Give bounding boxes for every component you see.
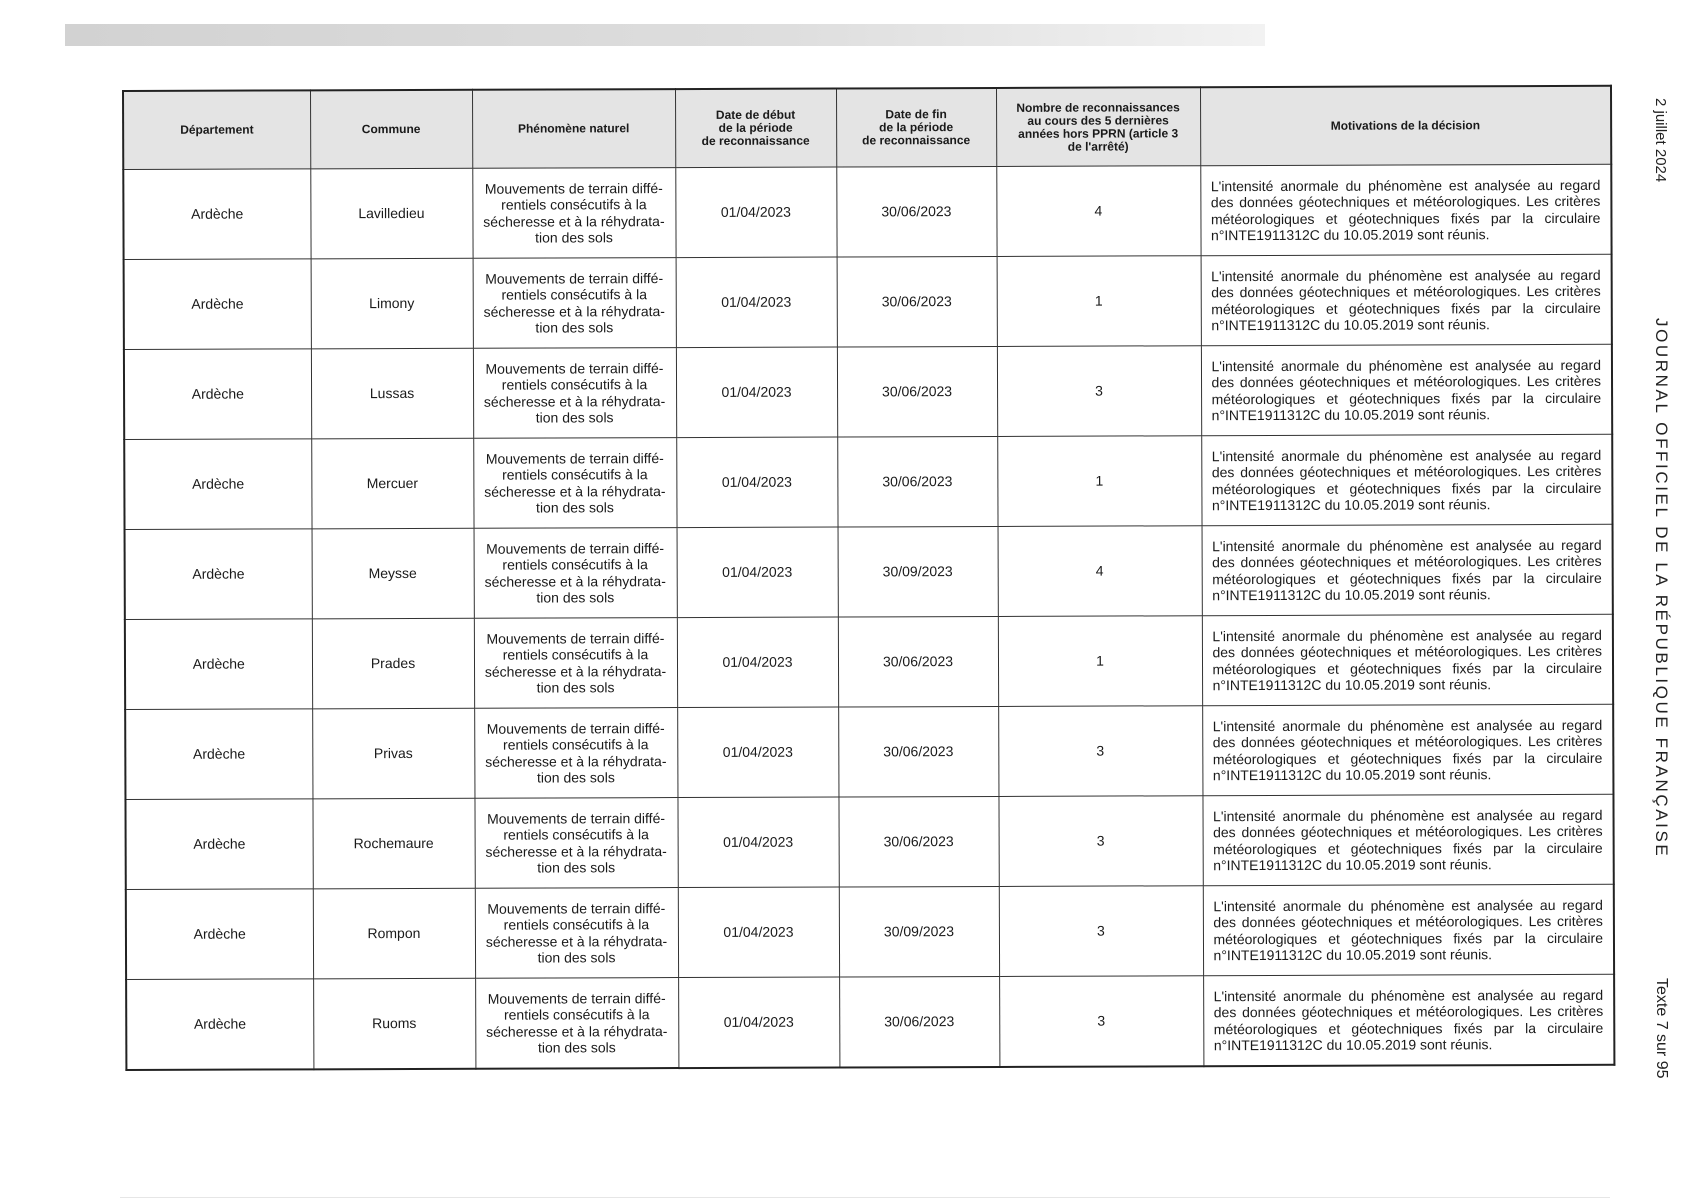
phenomene-line: rentiels consécutifs à la (502, 646, 649, 663)
cell-motivation (1203, 974, 1614, 1066)
cell-date-fin: 30/06/2023 (838, 706, 998, 797)
header-date-fin-line: Date de fin (885, 107, 947, 122)
scan-bottom-edge (120, 1197, 1610, 1198)
table-row (126, 974, 1614, 1070)
cell-commune: Mercuer (311, 438, 473, 529)
cell-date-debut: 01/04/2023 (678, 887, 839, 978)
motivation-line: météorologiques et géotechniques fixés par la circulaire (1211, 299, 1601, 317)
cell-date-fin: 30/06/2023 (837, 346, 997, 437)
motivation-line: L'intensité anormale du phénomène est analysée au regard des (1210, 176, 1601, 211)
phenomene-line: sécheresse et à la réhydrata- (485, 842, 667, 860)
phenomene-line: sécheresse et à la réhydrata- (484, 482, 666, 500)
phenomene-line: Mouvements de terrain diffé- (486, 539, 665, 557)
cell-motivation (1203, 884, 1614, 975)
cell-phenomene (473, 348, 676, 439)
cell-departement: Ardèche (125, 709, 312, 800)
motivation-line: météorologiques et géotechniques fixés par la circulaire (1211, 479, 1602, 497)
cell-motivation (1202, 524, 1613, 615)
scan-top-band (65, 24, 1265, 46)
cell-commune: Lussas (311, 348, 473, 439)
cell-commune: Rochemaure (312, 798, 474, 889)
cell-phenomene (474, 798, 677, 889)
motivation-line: données géotechniques et météorologiques. Les critères (1239, 282, 1601, 301)
motivation-line: L'intensité anormale du phénomène est analysée au regard des (1212, 536, 1602, 571)
table-row (125, 794, 1613, 889)
cell-motivation (1201, 254, 1612, 345)
cell-phenomene (474, 708, 677, 799)
reconnaissance-table (122, 85, 1615, 1071)
motivation-line: n°INTE1911312C du 10.05.2019 sont réunis. (1211, 406, 1491, 424)
motivation-line: données géotechniques et météorologiques. Les critères (1241, 822, 1603, 841)
cell-date-debut: 01/04/2023 (677, 797, 838, 888)
cell-phenomene (473, 438, 676, 529)
side-journal-title: JOURNAL OFFICIEL DE LA RÉPUBLIQUE FRANÇAISE (1652, 318, 1671, 859)
cell-phenomene (472, 168, 675, 259)
header-commune: Commune (310, 90, 472, 169)
cell-motivation (1202, 614, 1613, 705)
phenomene-line: tion des sols (536, 679, 615, 696)
phenomene-line: sécheresse et à la réhydrata- (486, 1022, 668, 1040)
motivation-line: météorologiques et géotechniques fixés par la circulaire (1213, 839, 1603, 857)
phenomene-line: sécheresse et à la réhydrata- (483, 212, 665, 230)
motivation-line: L'intensité anormale du phénomène est analysée au regard des (1213, 896, 1603, 931)
table-row (124, 344, 1612, 439)
table-body (123, 164, 1614, 1070)
cell-nombre: 1 (997, 436, 1201, 527)
cell-departement: Ardèche (126, 889, 313, 980)
phenomene-line: tion des sols (535, 229, 613, 246)
motivation-line: L'intensité anormale du phénomène est analysée au regard des (1212, 716, 1603, 751)
cell-date-debut: 01/04/2023 (677, 617, 838, 708)
cell-date-debut: 01/04/2023 (676, 257, 837, 348)
cell-date-debut: 01/04/2023 (677, 707, 838, 798)
cell-phenomene (475, 888, 678, 979)
cell-phenomene (474, 528, 677, 619)
cell-commune: Meysse (312, 528, 474, 619)
phenomene-line: rentiels consécutifs à la (502, 556, 648, 573)
motivation-line: n°INTE1911312C du 10.05.2019 sont réunis. (1213, 856, 1492, 874)
phenomene-line: tion des sols (536, 769, 615, 786)
header-date-debut-line: de la période (718, 120, 793, 135)
cell-nombre: 3 (998, 706, 1202, 797)
cell-departement: Ardèche (126, 979, 313, 1070)
cell-date-fin: 30/06/2023 (836, 166, 996, 257)
motivation-line: météorologiques et géotechniques fixés par la circulaire (1212, 749, 1603, 767)
cell-date-fin: 30/09/2023 (838, 526, 998, 617)
cell-nombre: 1 (998, 616, 1202, 707)
motivation-line: n°INTE1911312C du 10.05.2019 sont réunis. (1212, 766, 1492, 784)
side-date: 2 juillet 2024 (1652, 98, 1669, 183)
phenomene-line: Mouvements de terrain diffé- (485, 449, 664, 467)
header-departement: Département (123, 90, 310, 169)
phenomene-line: Mouvements de terrain diffé- (484, 179, 663, 197)
table-header-row (123, 86, 1611, 170)
phenomene-line: tion des sols (537, 859, 616, 876)
cell-phenomene (473, 258, 676, 349)
motivation-line: L'intensité anormale du phénomène est analysée au regard des (1212, 626, 1602, 661)
table-row (125, 614, 1613, 709)
cell-phenomene (474, 618, 677, 709)
motivation-line: météorologiques et géotechniques fixés par la circulaire (1210, 209, 1601, 227)
header-motivations: Motivations de la décision (1200, 86, 1611, 166)
header-date-debut-line: Date de début (715, 107, 796, 122)
phenomene-line: rentiels consécutifs à la (502, 736, 649, 753)
cell-date-fin: 30/06/2023 (838, 616, 998, 707)
phenomene-line: tion des sols (536, 589, 615, 606)
phenomene-line: rentiels consécutifs à la (502, 466, 648, 483)
motivation-line: météorologiques et géotechniques fixés par la circulaire (1213, 1019, 1604, 1037)
cell-commune: Privas (312, 708, 474, 799)
cell-nombre: 4 (996, 166, 1200, 257)
table-row (126, 884, 1614, 979)
phenomene-line: tion des sols (537, 949, 616, 966)
motivation-line: L'intensité anormale du phénomène est analysée au regard des (1213, 806, 1603, 841)
motivation-line: n°INTE1911312C du 10.05.2019 sont réunis. (1213, 946, 1493, 964)
phenomene-line: sécheresse et à la réhydrata- (485, 752, 667, 770)
phenomene-line: rentiels consécutifs à la (503, 826, 649, 843)
table-row (124, 254, 1612, 349)
motivation-line: L'intensité anormale du phénomène est analysée au regard des (1211, 446, 1602, 481)
header-date-fin-line: de la période (879, 120, 954, 135)
cell-departement: Ardèche (123, 169, 310, 260)
motivation-line: données géotechniques et météorologiques. Les critères (1240, 462, 1602, 481)
cell-date-debut: 01/04/2023 (676, 347, 837, 438)
phenomene-line: Mouvements de terrain diffé- (487, 809, 666, 827)
cell-date-fin: 30/09/2023 (839, 886, 999, 977)
cell-date-debut: 01/04/2023 (676, 437, 837, 528)
cell-departement: Ardèche (125, 619, 312, 710)
cell-motivation (1202, 704, 1613, 795)
cell-motivation (1200, 164, 1611, 255)
header-nombre-line: années hors PPRN (article 3 (1018, 125, 1179, 141)
motivation-line: L'intensité anormale du phénomène est analysée au regard des (1213, 986, 1604, 1021)
cell-date-debut: 01/04/2023 (677, 527, 838, 618)
phenomene-line: tion des sols (537, 1039, 616, 1056)
table-row (123, 164, 1611, 259)
cell-nombre: 3 (998, 796, 1202, 887)
cell-date-fin: 30/06/2023 (837, 256, 997, 347)
table-container (122, 85, 1613, 1056)
cell-motivation (1201, 434, 1612, 525)
cell-date-fin: 30/06/2023 (837, 436, 997, 527)
cell-departement: Ardèche (125, 799, 312, 890)
motivation-line: météorologiques et géotechniques fixés par la circulaire (1212, 569, 1602, 587)
cell-commune: Prades (312, 618, 474, 709)
phenomene-line: Mouvements de terrain diffé- (486, 719, 665, 737)
header-nombre (996, 87, 1200, 166)
header-nombre-line: Nombre de reconnaissances (1016, 99, 1180, 115)
cell-date-debut: 01/04/2023 (678, 977, 839, 1068)
phenomene-line: rentiels consécutifs à la (501, 196, 647, 213)
motivation-line: météorologiques et géotechniques fixés par la circulaire (1213, 929, 1603, 947)
cell-departement: Ardèche (124, 439, 311, 530)
cell-departement: Ardèche (124, 349, 311, 440)
phenomene-line: Mouvements de terrain diffé- (487, 989, 666, 1007)
phenomene-line: sécheresse et à la réhydrata- (485, 932, 668, 950)
motivation-line: météorologiques et géotechniques fixés par la circulaire (1211, 389, 1602, 407)
cell-date-fin: 30/06/2023 (838, 796, 998, 887)
motivation-line: L'intensité anormale du phénomène est analysée au regard des (1211, 356, 1601, 391)
cell-departement: Ardèche (124, 259, 311, 350)
header-date-debut-line: de reconnaissance (701, 133, 810, 148)
cell-date-debut: 01/04/2023 (675, 167, 836, 258)
table-row (125, 524, 1613, 619)
phenomene-line: Mouvements de terrain diffé- (485, 269, 664, 287)
cell-nombre: 1 (997, 256, 1201, 347)
cell-nombre: 3 (997, 346, 1201, 437)
phenomene-line: tion des sols (535, 319, 614, 336)
cell-date-fin: 30/06/2023 (839, 976, 999, 1067)
header-date-debut (675, 89, 836, 168)
motivation-line: n°INTE1911312C du 10.05.2019 sont réunis. (1213, 1036, 1493, 1054)
phenomene-line: sécheresse et à la réhydrata- (483, 392, 666, 410)
phenomene-line: rentiels consécutifs à la (501, 376, 648, 393)
cell-commune: Rompon (313, 888, 475, 979)
header-nombre-line: de l'arrêté) (1067, 138, 1129, 154)
phenomene-line: tion des sols (535, 409, 614, 426)
table-row (125, 704, 1613, 799)
motivation-line: n°INTE1911312C du 10.05.2019 sont réunis. (1211, 496, 1491, 514)
table-row (124, 434, 1612, 529)
phenomene-line: Mouvements de terrain diffé- (487, 899, 666, 917)
phenomene-line: tion des sols (536, 499, 614, 516)
motivation-line: données géotechniques et météorologiques. Les critères (1241, 912, 1603, 931)
cell-commune: Ruoms (313, 978, 475, 1069)
motivation-line: n°INTE1911312C du 10.05.2019 sont réunis. (1212, 586, 1491, 604)
header-nombre-line: au cours des 5 dernières (1027, 112, 1169, 128)
header-date-fin-line: de reconnaissance (862, 133, 971, 148)
phenomene-line: sécheresse et à la réhydrata- (483, 302, 665, 320)
cell-nombre: 3 (999, 976, 1203, 1067)
cell-departement: Ardèche (125, 529, 312, 620)
motivation-line: données géotechniques et météorologiques. Les critères (1241, 732, 1603, 751)
motivation-line: météorologiques et géotechniques fixés par la circulaire (1212, 659, 1603, 677)
cell-commune: Limony (311, 258, 473, 349)
phenomene-line: Mouvements de terrain diffé- (486, 629, 665, 647)
cell-phenomene (475, 978, 678, 1069)
cell-nombre: 4 (998, 526, 1202, 617)
header-phenomene: Phénomène naturel (472, 89, 675, 168)
motivation-line: données géotechniques et météorologiques. Les critères (1240, 642, 1602, 661)
phenomene-line: sécheresse et à la réhydrata- (484, 572, 666, 590)
motivation-line: n°INTE1911312C du 10.05.2019 sont réunis. (1212, 676, 1492, 694)
motivation-line: L'intensité anormale du phénomène est analysée au regard des (1211, 266, 1601, 301)
header-date-fin (836, 88, 996, 167)
motivation-line: données géotechniques et météorologiques. Les critères (1239, 192, 1601, 211)
phenomene-line: rentiels consécutifs à la (501, 286, 648, 303)
phenomene-line: Mouvements de terrain diffé- (485, 359, 664, 377)
cell-motivation (1201, 344, 1612, 435)
cell-motivation (1202, 794, 1613, 885)
motivation-line: données géotechniques et météorologiques. Les critères (1239, 372, 1602, 391)
cell-commune: Lavilledieu (310, 168, 472, 259)
motivation-line: données géotechniques et météorologiques. Les critères (1240, 552, 1602, 571)
phenomene-line: rentiels consécutifs à la (503, 1006, 650, 1023)
motivation-line: données géotechniques et météorologiques. Les critères (1242, 1002, 1604, 1021)
motivation-line: n°INTE1911312C du 10.05.2019 sont réunis. (1211, 316, 1490, 334)
cell-nombre: 3 (999, 886, 1203, 977)
phenomene-line: rentiels consécutifs à la (503, 916, 650, 933)
motivation-line: n°INTE1911312C du 10.05.2019 sont réunis. (1210, 226, 1490, 244)
side-page-counter: Texte 7 sur 95 (1653, 978, 1670, 1079)
phenomene-line: sécheresse et à la réhydrata- (484, 662, 667, 680)
